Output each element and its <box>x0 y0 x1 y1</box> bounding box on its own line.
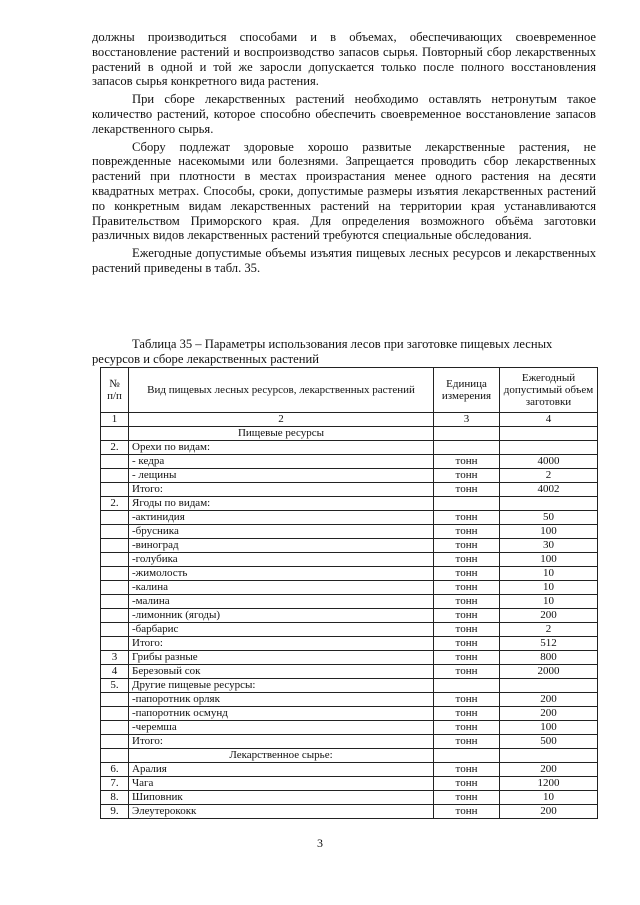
cell-volume: 200 <box>500 693 598 707</box>
cell-number <box>101 693 129 707</box>
cell-number <box>101 483 129 497</box>
column-number: 2 <box>129 413 434 427</box>
cell-unit: тонн <box>434 623 500 637</box>
cell-resource-name: -голубика <box>129 553 434 567</box>
paragraph: Ежегодные допустимые объемы изъятия пищевых лесных ресурсов и лекарственных растений приведены в табл. 35. <box>92 246 596 275</box>
cell-empty <box>101 427 129 441</box>
page-number: 3 <box>317 836 323 850</box>
cell-unit: тонн <box>434 595 500 609</box>
table-row <box>101 441 598 455</box>
section-title: Лекарственное сырье: <box>129 749 434 763</box>
cell-number: 4 <box>101 665 129 679</box>
cell-unit: тонн <box>434 665 500 679</box>
header-annual-volume: Ежегодный допустимый объем заготовки <box>500 368 598 413</box>
cell-volume: 4002 <box>500 483 598 497</box>
cell-resource-name: Орехи по видам: <box>129 441 434 455</box>
table-row <box>101 553 598 567</box>
cell-resource-name: -актинидия <box>129 511 434 525</box>
cell-number <box>101 511 129 525</box>
cell-number: 8. <box>101 791 129 805</box>
cell-unit: тонн <box>434 791 500 805</box>
cell-resource-name: -черемша <box>129 721 434 735</box>
cell-resource-name: -виноград <box>129 539 434 553</box>
table-row <box>101 791 598 805</box>
cell-resource-name: -папоротник осмунд <box>129 707 434 721</box>
cell-resource-name: -жимолость <box>129 567 434 581</box>
cell-unit: тонн <box>434 735 500 749</box>
cell-unit: тонн <box>434 651 500 665</box>
cell-number: 2. <box>101 441 129 455</box>
table-row <box>101 805 598 819</box>
cell-number <box>101 707 129 721</box>
cell-unit: тонн <box>434 455 500 469</box>
cell-volume: 100 <box>500 525 598 539</box>
table-section-row <box>101 427 598 441</box>
cell-empty <box>434 427 500 441</box>
cell-resource-name: -лимонник (ягоды) <box>129 609 434 623</box>
cell-number <box>101 469 129 483</box>
cell-resource-name: -папоротник орляк <box>129 693 434 707</box>
cell-volume: 2 <box>500 469 598 483</box>
cell-unit: тонн <box>434 553 500 567</box>
cell-unit: тонн <box>434 567 500 581</box>
cell-number: 2. <box>101 497 129 511</box>
cell-volume <box>500 441 598 455</box>
cell-unit <box>434 441 500 455</box>
cell-empty <box>500 427 598 441</box>
column-number: 4 <box>500 413 598 427</box>
header-unit: Единица измерения <box>434 368 500 413</box>
cell-volume: 10 <box>500 581 598 595</box>
cell-unit: тонн <box>434 525 500 539</box>
cell-volume: 4000 <box>500 455 598 469</box>
table-row <box>101 707 598 721</box>
cell-volume: 30 <box>500 539 598 553</box>
cell-volume: 500 <box>500 735 598 749</box>
cell-unit <box>434 497 500 511</box>
cell-resource-name: Березовый сок <box>129 665 434 679</box>
table-header-row <box>101 368 598 413</box>
table-caption: Таблица 35 – Параметры использования лесов при заготовке пищевых лесных ресурсов и сборе лекарственных растений <box>92 337 553 366</box>
cell-number <box>101 595 129 609</box>
column-number: 1 <box>101 413 129 427</box>
cell-unit: тонн <box>434 777 500 791</box>
cell-volume: 10 <box>500 567 598 581</box>
table-row <box>101 777 598 791</box>
cell-unit: тонн <box>434 609 500 623</box>
cell-number <box>101 623 129 637</box>
cell-volume: 200 <box>500 763 598 777</box>
cell-unit: тонн <box>434 539 500 553</box>
table-section-row <box>101 749 598 763</box>
cell-number: 6. <box>101 763 129 777</box>
cell-unit: тонн <box>434 581 500 595</box>
cell-unit: тонн <box>434 707 500 721</box>
cell-number <box>101 735 129 749</box>
cell-unit <box>434 679 500 693</box>
cell-unit: тонн <box>434 805 500 819</box>
cell-volume: 800 <box>500 651 598 665</box>
body-text <box>92 30 596 279</box>
table-row <box>101 693 598 707</box>
resources-table <box>100 367 598 819</box>
cell-number <box>101 525 129 539</box>
cell-unit: тонн <box>434 721 500 735</box>
cell-resource-name: Грибы разные <box>129 651 434 665</box>
cell-number: 5. <box>101 679 129 693</box>
cell-empty <box>434 749 500 763</box>
cell-resource-name: -брусника <box>129 525 434 539</box>
table-row <box>101 595 598 609</box>
cell-resource-name: Ягоды по видам: <box>129 497 434 511</box>
table-row <box>101 721 598 735</box>
cell-resource-name: Элеутерококк <box>129 805 434 819</box>
cell-volume: 2000 <box>500 665 598 679</box>
column-number: 3 <box>434 413 500 427</box>
cell-volume: 50 <box>500 511 598 525</box>
table-row <box>101 665 598 679</box>
cell-volume: 100 <box>500 721 598 735</box>
cell-resource-name: Итого: <box>129 637 434 651</box>
table-row <box>101 497 598 511</box>
section-title: Пищевые ресурсы <box>129 427 434 441</box>
cell-volume <box>500 497 598 511</box>
header-resource-type: Вид пищевых лесных ресурсов, лекарственных растений <box>129 368 434 413</box>
table-row <box>101 511 598 525</box>
table-row <box>101 525 598 539</box>
table-row <box>101 679 598 693</box>
cell-number <box>101 567 129 581</box>
table-row <box>101 651 598 665</box>
table-row <box>101 469 598 483</box>
cell-volume: 100 <box>500 553 598 567</box>
cell-resource-name: - кедра <box>129 455 434 469</box>
cell-volume: 200 <box>500 609 598 623</box>
table-row <box>101 609 598 623</box>
cell-volume: 10 <box>500 595 598 609</box>
table-row <box>101 539 598 553</box>
cell-resource-name: Итого: <box>129 483 434 497</box>
table-row <box>101 637 598 651</box>
cell-volume: 200 <box>500 707 598 721</box>
cell-resource-name: Шиповник <box>129 791 434 805</box>
cell-number: 9. <box>101 805 129 819</box>
cell-resource-name: Чага <box>129 777 434 791</box>
cell-unit: тонн <box>434 637 500 651</box>
paragraph: Сбору подлежат здоровые хорошо развитые лекарственные растения, не поврежденные насекомыми или болезнями. Запрещается проводить сбор лекарственных растений при плотности в местах произрастания менее одного растения на десяти квадратных метрах. Способы, сроки, допустимые размеры изъятия лекарственных растений по конкретным видам лекарственных растений на территории края устанавливаются Правительством Приморского края. Для определения возможного объёма заготовки различных видов лекарственных растений требуются специальные обследования. <box>92 139 596 243</box>
cell-volume: 200 <box>500 805 598 819</box>
table-row <box>101 763 598 777</box>
cell-number: 3 <box>101 651 129 665</box>
cell-unit: тонн <box>434 483 500 497</box>
cell-resource-name: -калина <box>129 581 434 595</box>
paragraph: При сборе лекарственных растений необходимо оставлять нетронутым такое количество растений, которое способно обеспечить своевременное восстановление запасов лекарственного сырья. <box>92 92 596 136</box>
cell-unit: тонн <box>434 693 500 707</box>
cell-resource-name: - лещины <box>129 469 434 483</box>
cell-number <box>101 581 129 595</box>
table-row <box>101 483 598 497</box>
cell-resource-name: -барбарис <box>129 623 434 637</box>
cell-volume: 1200 <box>500 777 598 791</box>
cell-volume: 2 <box>500 623 598 637</box>
cell-number <box>101 539 129 553</box>
cell-number <box>101 637 129 651</box>
table-body <box>101 427 598 819</box>
cell-number <box>101 553 129 567</box>
cell-unit: тонн <box>434 469 500 483</box>
cell-resource-name: Аралия <box>129 763 434 777</box>
cell-number <box>101 721 129 735</box>
cell-unit: тонн <box>434 511 500 525</box>
cell-volume <box>500 679 598 693</box>
cell-unit: тонн <box>434 763 500 777</box>
cell-number: 7. <box>101 777 129 791</box>
column-number-row <box>101 413 598 427</box>
cell-empty <box>500 749 598 763</box>
table-row <box>101 623 598 637</box>
table-row <box>101 455 598 469</box>
table-row <box>101 735 598 749</box>
cell-empty <box>101 749 129 763</box>
cell-resource-name: -малина <box>129 595 434 609</box>
cell-number <box>101 455 129 469</box>
header-number: № п/п <box>101 368 129 413</box>
cell-volume: 10 <box>500 791 598 805</box>
cell-resource-name: Другие пищевые ресурсы: <box>129 679 434 693</box>
cell-resource-name: Итого: <box>129 735 434 749</box>
cell-number <box>101 609 129 623</box>
cell-volume: 512 <box>500 637 598 651</box>
table-row <box>101 581 598 595</box>
paragraph: должны производиться способами и в объемах, обеспечивающих своевременное восстановление растений и воспроизводство запасов сырья. Повторный сбор лекарственных растений в одной и той же заросли допускается только после полного восстановления запасов сырья конкретного вида растения. <box>92 30 596 89</box>
table-row <box>101 567 598 581</box>
